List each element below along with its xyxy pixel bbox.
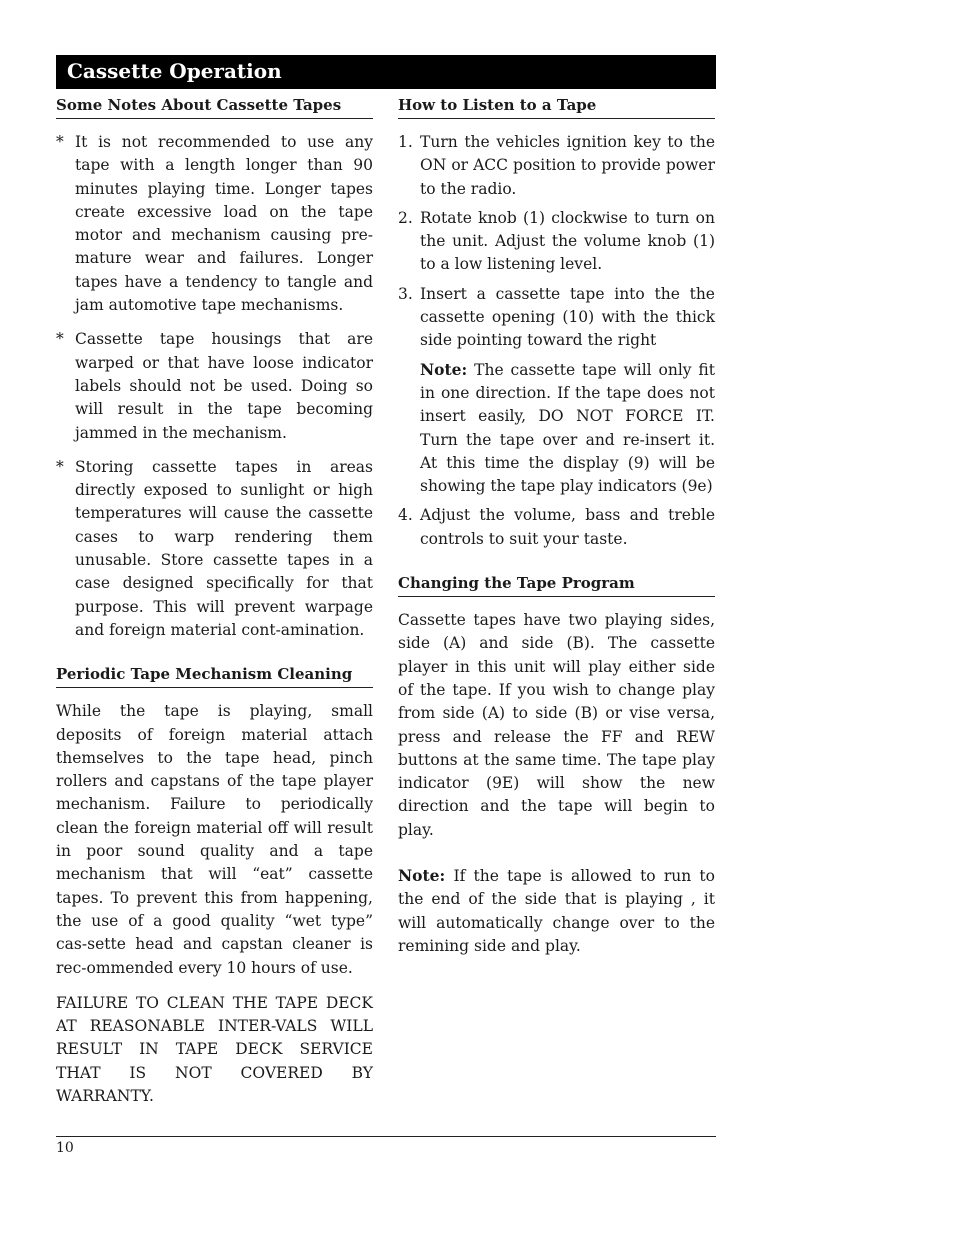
step3-note (398, 358, 715, 499)
page-number: 10 (56, 1140, 74, 1156)
footer-divider (56, 1136, 716, 1137)
note-text: If the tape is allowed to run to the end of the side that is playing , it will automatically change over to the remining side and play. (398, 867, 715, 955)
note-text: The cassette tape will only fit in one direction. If the tape does not insert easily, DO NOT FORCE IT. Turn the tape over and re-insert it. At this time the display (9) will be showing the tape play indicators (9e) (420, 360, 715, 496)
step-text: Rotate knob (1) clockwise to turn on the unit. Adjust the volume knob (1) to a low listening level. (420, 208, 715, 274)
bullet-mark: * (56, 457, 64, 476)
cleaning-paragraph: While the tape is playing, small deposits of foreign material attach themselves to the tape head, pinch rollers and capstans of the tape player mechanism. Failure to periodically clean the foreign material off will result in poor sound quality and a tape mechanism that will “eat” cassette tapes. To prevent this from happening, the use of a good quality “wet type” cas-sette head and capstan cleaner is rec-ommended every 10 hours of use. (56, 702, 373, 977)
section-title: Cassette Operation (67, 59, 282, 83)
bullet-item (56, 131, 373, 317)
cleaning-heading: Periodic Tape Mechanism Cleaning (56, 662, 373, 688)
step-text: Turn the vehicles ignition key to the ON or ACC position to provide power to the radio. (420, 133, 715, 198)
program-paragraph: Cassette tapes have two playing sides, side (A) and side (B). The cassette player in this unit will play either side of the tape. If you wish to change play from side (A) to side (B) or vise versa, press and release the FF and REW buttons at the same time. The tape play indicator (9E) will show the new direction and the tape will begin to play. (398, 611, 715, 839)
step-number: 2. (398, 208, 413, 227)
step-item (398, 131, 715, 201)
step-item (398, 283, 715, 353)
step-number: 3. (398, 284, 413, 303)
note-label: Note: (420, 359, 468, 379)
right-column (398, 93, 715, 958)
program-note (398, 864, 715, 958)
bullet-text: Cassette tape housings that are warped or that have loose indicator labels should not be used. Doing so will result in the tape becoming jammed in the mechanism. (75, 330, 373, 442)
step-text: Insert a cassette tape into the the cassette opening (10) with the thick side pointing toward the right (420, 284, 715, 350)
step-number: 1. (398, 133, 413, 151)
warranty-warning: FAILURE TO CLEAN THE TAPE DECK AT REASONABLE INTER-VALS WILL RESULT IN TAPE DECK SERVICE THAT IS NOT COVERED BY WARRANTY. (56, 993, 373, 1105)
step-text: Adjust the volume, bass and treble controls to suit your taste. (420, 506, 715, 548)
bullet-text: Storing cassette tapes in areas directly exposed to sunlight or high temperatures will cause the cassette cases to warp rendering them unusable. Store cassette tapes in a case designed specifically for that purpose. This will prevent warpage and foreign material cont-amination. (75, 457, 373, 639)
bullet-item (56, 456, 373, 642)
notes-heading: Some Notes About Cassette Tapes (56, 93, 373, 119)
bullet-item (56, 328, 373, 444)
note-label: Note: (398, 866, 446, 886)
left-column (56, 93, 373, 1108)
section-title-banner (56, 55, 716, 89)
step-number: 4. (398, 506, 413, 525)
step-item (398, 504, 715, 551)
listen-heading: How to Listen to a Tape (398, 93, 715, 119)
step-item (398, 207, 715, 277)
bullet-text: It is not recommended to use any tape with a length longer than 90 minutes playing time. Longer tapes create excessive load on the tape motor and mechanism causing pre-mature wear and failures. Longer tapes have a tendency to tangle and jam automotive tape mechanisms. (75, 133, 373, 315)
bullet-mark: * (56, 330, 64, 349)
program-heading: Changing the Tape Program (398, 571, 715, 597)
bullet-mark: * (56, 133, 64, 151)
